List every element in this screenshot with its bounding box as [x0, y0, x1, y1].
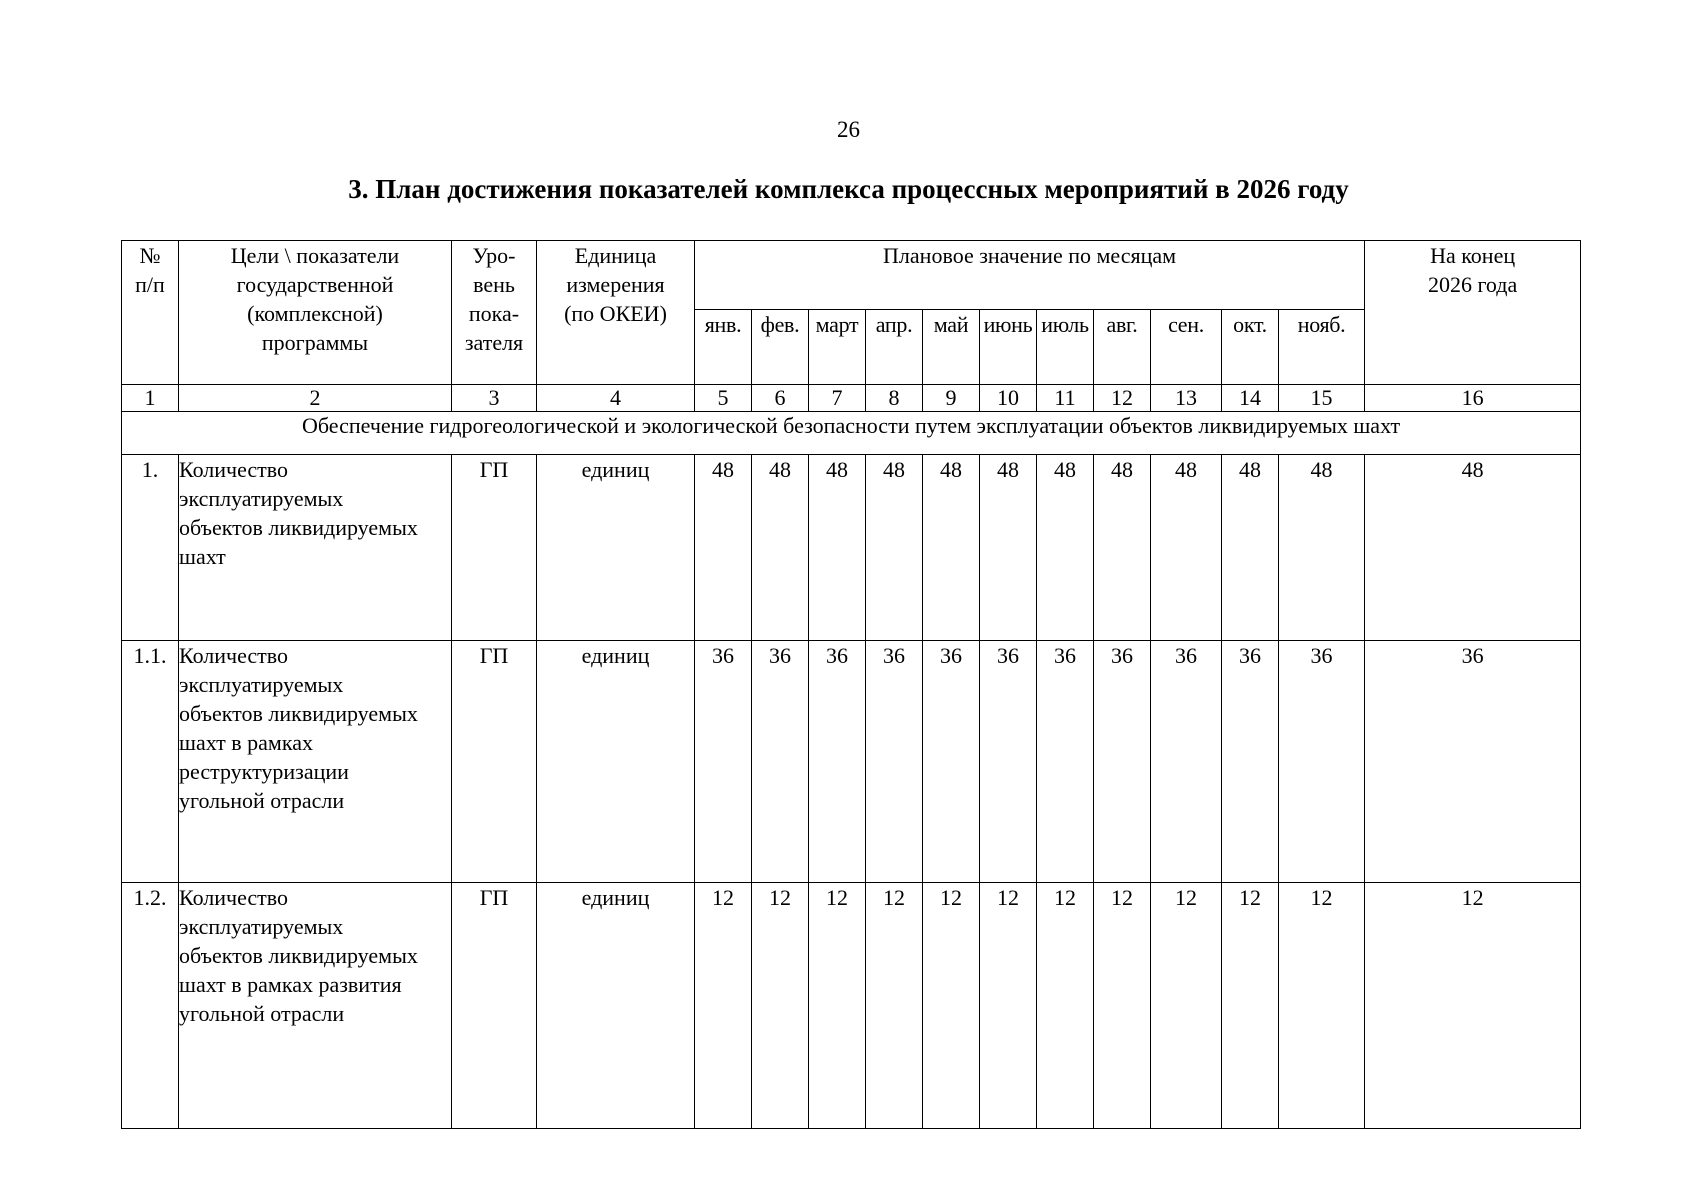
end-of-year-value: 48: [1365, 455, 1581, 641]
month-jan: янв.: [695, 310, 752, 385]
month-value: 12: [1222, 883, 1279, 1129]
indicator-unit: единиц: [537, 641, 695, 883]
month-oct: окт.: [1222, 310, 1279, 385]
month-jun: июнь: [980, 310, 1037, 385]
header-plan-by-month: Плановое значение по месяцам: [695, 241, 1365, 310]
month-value: 36: [1094, 641, 1151, 883]
month-value: 12: [752, 883, 809, 1129]
indicator-unit: единиц: [537, 883, 695, 1129]
month-mar: март: [809, 310, 866, 385]
indicator-name: Количество эксплуатируемых объектов ликвидируемых шахт в рамках развития угольной отрасли: [179, 883, 452, 1129]
month-value: 36: [866, 641, 923, 883]
page-number: 26: [837, 117, 860, 142]
end-of-year-value: 36: [1365, 641, 1581, 883]
column-number: 11: [1037, 385, 1094, 412]
month-value: 48: [923, 455, 980, 641]
column-number: 5: [695, 385, 752, 412]
column-number: 1: [122, 385, 179, 412]
month-sep: сен.: [1151, 310, 1222, 385]
month-value: 36: [1151, 641, 1222, 883]
column-number: 12: [1094, 385, 1151, 412]
section-heading: Обеспечение гидрогеологической и экологической безопасности путем эксплуатации объектов ликвидируемых шахт: [122, 412, 1581, 455]
header-goal: Цели \ показатели государственной (комплексной) программы: [179, 241, 452, 385]
column-number: 9: [923, 385, 980, 412]
month-aug: авг.: [1094, 310, 1151, 385]
month-value: 36: [1222, 641, 1279, 883]
month-value: 48: [752, 455, 809, 641]
month-value: 12: [695, 883, 752, 1129]
month-value: 48: [866, 455, 923, 641]
month-value: 48: [980, 455, 1037, 641]
month-value: 12: [866, 883, 923, 1129]
page-title: 3. План достижения показателей комплекса процессных мероприятий в 2026 году: [348, 174, 1349, 204]
row-number: 1.: [122, 455, 179, 641]
header-number: № п/п: [122, 241, 179, 385]
month-value: 12: [1279, 883, 1365, 1129]
column-number: 3: [452, 385, 537, 412]
row-number: 1.1.: [122, 641, 179, 883]
month-value: 12: [1094, 883, 1151, 1129]
column-number: 15: [1279, 385, 1365, 412]
month-value: 48: [1222, 455, 1279, 641]
month-value: 48: [1151, 455, 1222, 641]
header-row: [122, 241, 1581, 310]
column-number: 7: [809, 385, 866, 412]
indicator-level: ГП: [452, 883, 537, 1129]
month-apr: апр.: [866, 310, 923, 385]
indicator-level: ГП: [452, 641, 537, 883]
month-value: 12: [809, 883, 866, 1129]
indicator-level: ГП: [452, 455, 537, 641]
month-value: 12: [923, 883, 980, 1129]
column-number: 10: [980, 385, 1037, 412]
month-value: 36: [809, 641, 866, 883]
end-of-year-value: 12: [1365, 883, 1581, 1129]
column-numbers-row: [122, 385, 1581, 412]
month-value: 36: [695, 641, 752, 883]
month-value: 36: [1037, 641, 1094, 883]
month-value: 36: [1279, 641, 1365, 883]
indicator-unit: единиц: [537, 455, 695, 641]
row-number: 1.2.: [122, 883, 179, 1129]
column-number: 2: [179, 385, 452, 412]
column-number: 4: [537, 385, 695, 412]
month-value: 48: [1037, 455, 1094, 641]
header-unit: Единица измерения (по ОКЕИ): [537, 241, 695, 385]
month-value: 12: [980, 883, 1037, 1129]
month-value: 36: [980, 641, 1037, 883]
month-value: 36: [923, 641, 980, 883]
month-value: 48: [1094, 455, 1151, 641]
table-row: [122, 455, 1581, 641]
month-value: 48: [809, 455, 866, 641]
section-row: [122, 412, 1581, 455]
month-jul: июль: [1037, 310, 1094, 385]
header-level: Уро- вень пока- зателя: [452, 241, 537, 385]
column-number: 14: [1222, 385, 1279, 412]
table-row: [122, 641, 1581, 883]
column-number: 13: [1151, 385, 1222, 412]
column-number: 16: [1365, 385, 1581, 412]
month-value: 12: [1037, 883, 1094, 1129]
indicator-name: Количество эксплуатируемых объектов ликвидируемых шахт: [179, 455, 452, 641]
month-value: 36: [752, 641, 809, 883]
header-end-of-year: На конец 2026 года: [1365, 241, 1581, 385]
month-value: 48: [1279, 455, 1365, 641]
month-nov: нояб.: [1279, 310, 1365, 385]
indicator-name: Количество эксплуатируемых объектов ликвидируемых шахт в рамках реструктуризации угольной отрасли: [179, 641, 452, 883]
plan-table: [121, 240, 1581, 1129]
month-value: 12: [1151, 883, 1222, 1129]
table-row: [122, 883, 1581, 1129]
column-number: 8: [866, 385, 923, 412]
month-may: май: [923, 310, 980, 385]
column-number: 6: [752, 385, 809, 412]
month-feb: фев.: [752, 310, 809, 385]
month-value: 48: [695, 455, 752, 641]
